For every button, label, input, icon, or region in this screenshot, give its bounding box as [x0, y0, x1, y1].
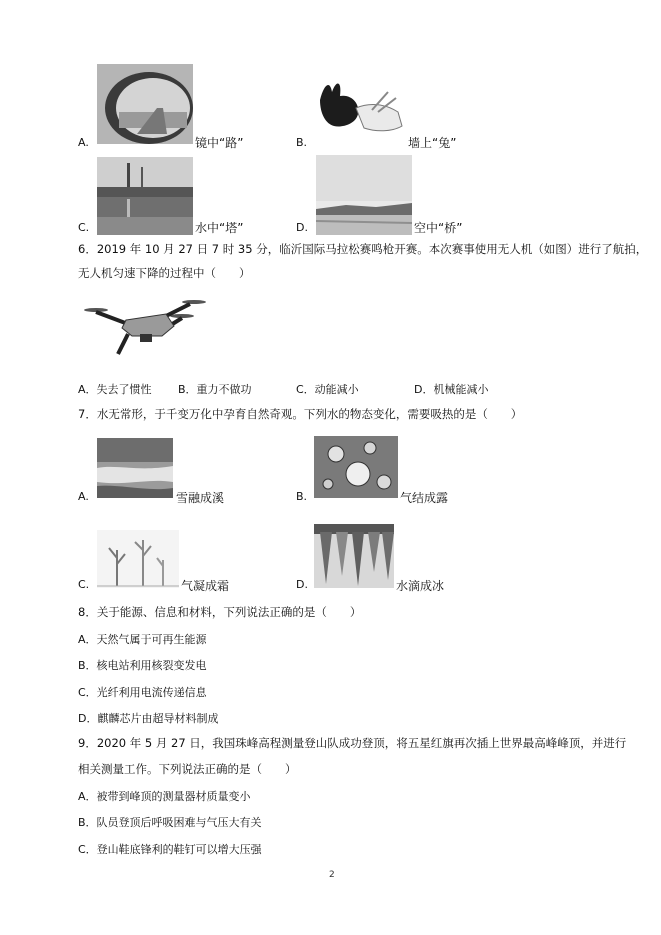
q7-option-b-letter: B. — [296, 490, 308, 503]
q7-option-b-caption: 气结成露 — [400, 491, 449, 505]
q5-option-a-caption: 镜中“路” — [195, 136, 244, 150]
q8-option-c: C．光纤利用电流传递信息 — [78, 686, 207, 699]
q5-option-b-caption: 墙上“兔” — [408, 136, 457, 150]
mirror-road-image — [97, 64, 193, 144]
q8-option-a: A．天然气属于可再生能源 — [78, 633, 207, 646]
q9-stem-line2: 相关测量工作。下列说法正确的是（ ） — [78, 762, 297, 776]
q6-option-a: A．失去了惯性 — [78, 383, 152, 396]
q7-option-c-letter: C. — [78, 578, 90, 591]
q7-option-a-letter: A. — [78, 490, 89, 503]
q6-option-d: D．机械能减小 — [414, 383, 489, 396]
q6-option-b: B．重力不做功 — [178, 383, 252, 396]
q5-option-b-letter: B. — [296, 136, 308, 149]
q8-option-b: B．核电站利用核裂变发电 — [78, 659, 207, 672]
page-number: 2 — [329, 870, 335, 880]
dew-drops-image — [314, 436, 398, 498]
drone-image — [82, 294, 208, 362]
q8-option-d: D．麒麟芯片由超导材料制成 — [78, 712, 219, 725]
q7-option-a-caption: 雪融成溪 — [176, 491, 225, 505]
q7-option-d-letter: D. — [296, 578, 308, 591]
q5-option-d-caption: 空中“桥” — [414, 221, 463, 235]
q5-option-a-letter: A. — [78, 136, 89, 149]
q6-option-c: C．动能减小 — [296, 383, 359, 396]
q7-stem: 7．水无常形，于千变万化中孕育自然奇观。下列水的物态变化，需要吸热的是（ ） — [78, 407, 523, 421]
q6-stem-line2: 无人机匀速下降的过程中（ ） — [78, 266, 251, 280]
q9-option-b: B．队员登顶后呼吸困难与气压大有关 — [78, 816, 262, 829]
q5-option-c-caption: 水中“塔” — [195, 221, 244, 235]
snow-melting-stream-image — [97, 438, 173, 498]
q9-stem-line1: 9．2020 年 5 月 27 日，我国珠峰高程测量登山队成功登顶，将五星红旗再次插上世界最高峰峰顶，并进行 — [78, 736, 627, 750]
q6-stem-line1: 6．2019 年 10 月 27 日 7 时 35 分，临沂国际马拉松赛鸣枪开赛。本次赛事使用无人机（如图）进行了航拍， — [78, 242, 648, 256]
q9-option-a: A．被带到峰顶的测量器材质量变小 — [78, 790, 251, 803]
q5-option-d-letter: D. — [296, 221, 308, 234]
q9-option-c: C．登山鞋底锋利的鞋钉可以增大压强 — [78, 843, 262, 856]
water-tower-reflection-image — [97, 157, 193, 235]
q8-stem: 8．关于能源、信息和材料，下列说法正确的是（ ） — [78, 605, 362, 619]
q5-option-c-letter: C. — [78, 221, 90, 234]
icicles-image — [314, 524, 394, 588]
q7-option-c-caption: 气凝成霜 — [181, 579, 230, 593]
wall-rabbit-shadow-image — [312, 70, 408, 148]
sky-bridge-mirage-image — [316, 155, 412, 235]
frost-image — [97, 530, 179, 588]
q7-option-d-caption: 水滴成冰 — [396, 579, 445, 593]
